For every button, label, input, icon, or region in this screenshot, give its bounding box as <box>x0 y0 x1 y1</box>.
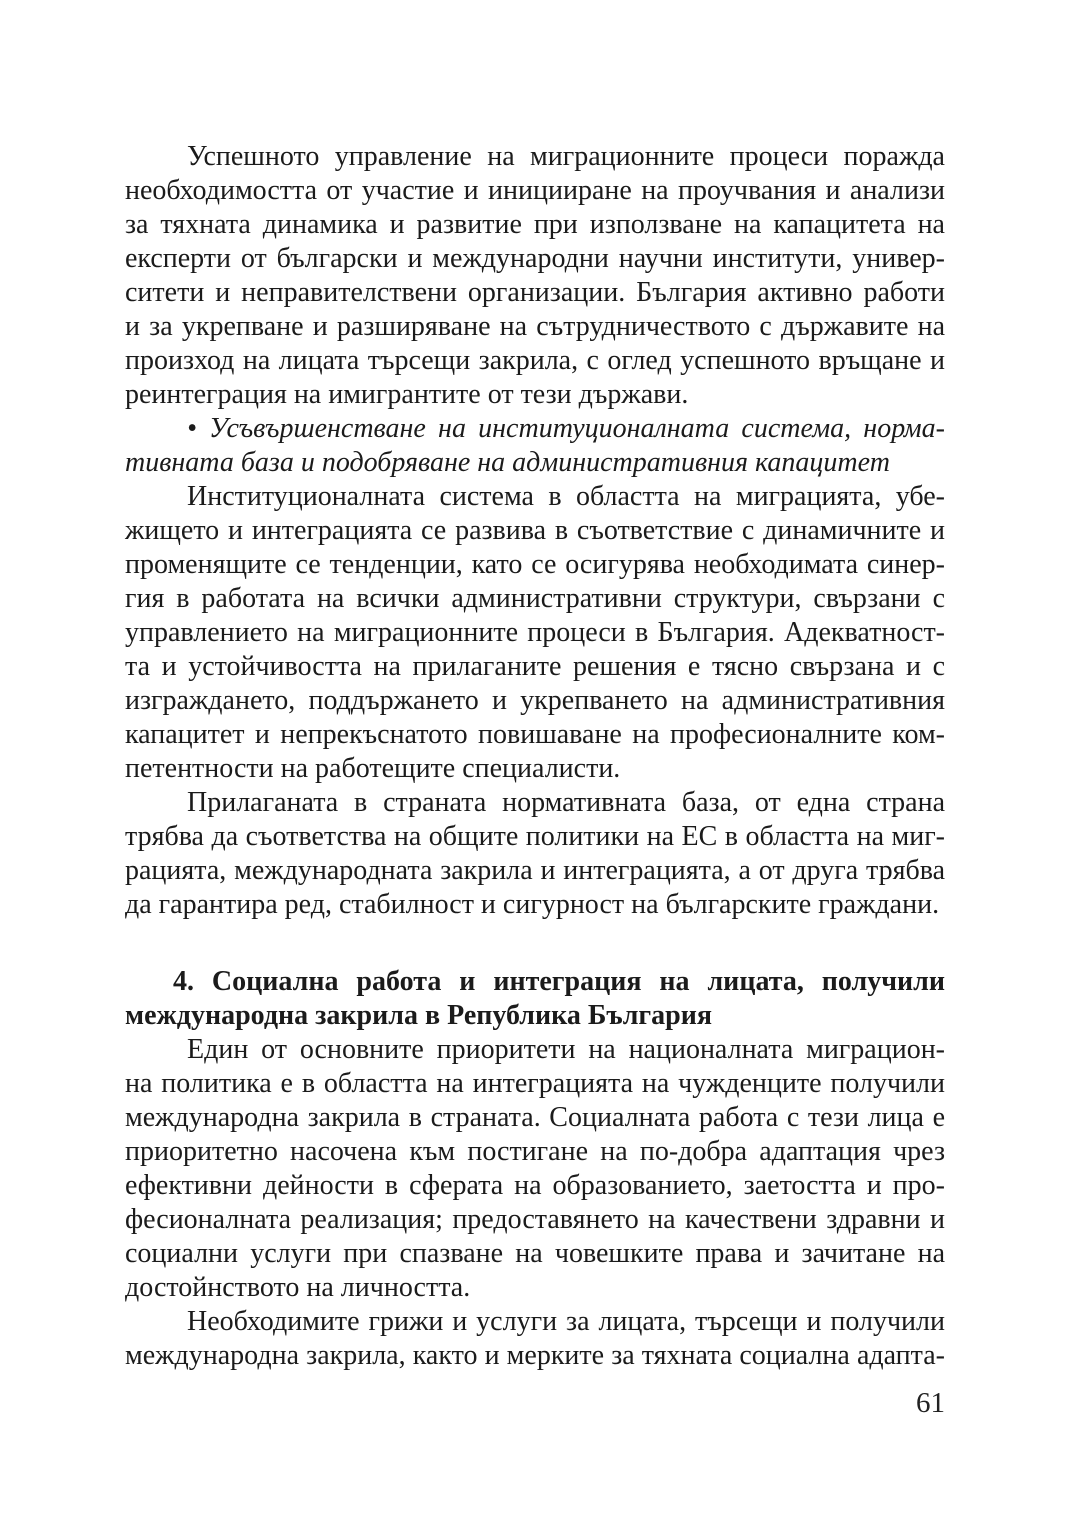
text-line: капацитет и непрекъснатото повишаване на професионалните ком- <box>125 719 945 750</box>
text-line: изграждането, поддържането и укрепването на административния <box>125 685 945 716</box>
text-line: та и устойчивостта на прилаганите решения е тясно свързана и с <box>125 651 945 682</box>
text-line: необходимостта от участие и иницииране на проучвания и анализи <box>125 175 945 206</box>
text-line: жището и интеграцията се развива в съответствие с динамичните и <box>125 515 945 546</box>
text-line: гия в работата на всички административни структури, свързани с <box>125 583 945 614</box>
text-line: управлението на миграционните процеси в България. Адекватност- <box>125 617 945 648</box>
paragraph <box>125 786 945 922</box>
text-line: на политика е в областта на интеграцията на чужденците получили <box>125 1068 945 1099</box>
text-line: тивната база и подобряване на административния капацитет <box>125 447 890 478</box>
text-line: реинтеграция на имигрантите от тези държави. <box>125 379 689 410</box>
text-line: трябва да съответства на общите политики на ЕС в областта на миг- <box>125 821 945 852</box>
paragraph <box>125 480 945 786</box>
paragraph <box>125 1033 945 1305</box>
text-line: ситети и неправителствени организации. България активно работи <box>125 277 945 308</box>
text-line: за тяхната динамика и развитие при използване на капацитета на <box>125 209 945 240</box>
text-line: международна закрила в Република България <box>125 1000 712 1031</box>
paragraph <box>125 412 945 480</box>
page-number: 61 <box>916 1387 945 1419</box>
text-line: ефективни дейности в сферата на образованието, заетостта и про- <box>125 1170 945 1201</box>
text-line: и за укрепване и разширяване на сътрудничеството с държавите на <box>125 311 945 342</box>
text-line: Институционалната система в областта на миграцията, убе- <box>187 481 945 512</box>
text-line: петентности на работещите специалисти. <box>125 753 621 784</box>
text-line: произход на лицата търсещи закрила, с оглед успешното връщане и <box>125 345 945 376</box>
text-line: експерти от български и международни научни институти, универ- <box>125 243 945 274</box>
text-line: Успешното управление на миграционните процеси поражда <box>187 141 945 172</box>
text-line: да гарантира ред, стабилност и сигурност на българските граждани. <box>125 889 940 920</box>
text-line: приоритетно насочена към постигане на по-добра адаптация чрез <box>125 1136 945 1167</box>
paragraph <box>125 965 945 1033</box>
text-line: променящите се тенденции, като се осигурява необходимата синер- <box>125 549 945 580</box>
text-line: Един от основните приоритети на националната миграцион- <box>187 1034 945 1065</box>
paragraph <box>125 140 945 412</box>
text-line: социални услуги при спазване на човешките права и зачитане на <box>125 1238 945 1269</box>
text-block <box>125 140 945 1373</box>
text-line: рацията, международната закрила и интеграцията, а от друга трябва <box>125 855 945 886</box>
text-line: Необходимите грижи и услуги за лицата, търсещи и получили <box>187 1306 945 1337</box>
text-line: достойнството на личността. <box>125 1272 471 1303</box>
text-line: международна закрила, както и мерките за тяхната социална адапта- <box>125 1340 945 1371</box>
text-line: Прилаганата в страната нормативната база, от една страна <box>187 787 945 818</box>
text-line: • Усъвършенстване на институционалната система, норма- <box>187 413 945 444</box>
text-line: фесионалната реализация; предоставянето на качествени здравни и <box>125 1204 945 1235</box>
text-line: 4. Социална работа и интеграция на лицата, получили <box>173 966 945 997</box>
paragraph <box>125 1305 945 1373</box>
text-line: международна закрила в страната. Социалната работа с тези лица е <box>125 1102 945 1133</box>
